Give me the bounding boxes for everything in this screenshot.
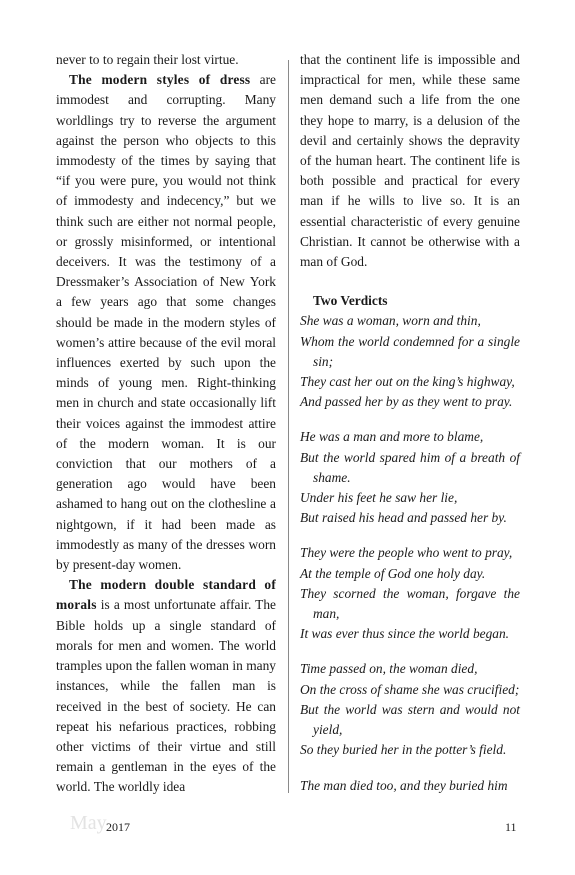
- poem-line: The man died too, and they buried him: [300, 777, 508, 793]
- poem-line: He was a man and more to blame,: [300, 429, 484, 445]
- poem-line: At the temple of God one holy day.: [300, 565, 486, 581]
- poem-stanza: [300, 543, 520, 644]
- poem-line: On the cross of shame she was crucified;: [300, 681, 520, 697]
- poem-stanza: [300, 659, 520, 760]
- right-column: [300, 50, 520, 796]
- poem-stanza: [300, 776, 520, 796]
- paragraph-text: are immodest and corrupting. Many worldlings try to reverse the argument against the person who objects to this immodesty of the times by saying that “if you were pure, you would not think of immodesty and indecency,” but we think such are either not normal people, or grossly misinformed, or intentional deceivers. It was the testimony of a Dressmaker’s Association of New York a few years ago that some changes should be made in the modern styles of women’s attire because of the evil moral influences exerted by such upon the minds of young men. Right-thinking men in church and state occasionally lift their voices against the immodest attire of the modern woman. It is our conviction that our mothers of a generation ago would have been ashamed to hang out on the clothesline a nightgown, if it had been made as immodestly as many of the dresses worn by present-day women.: [56, 72, 276, 573]
- poem-line: It was ever thus since the world began.: [300, 626, 510, 642]
- footer-year: 2017: [106, 820, 130, 834]
- poem-line: Under his feet he saw her lie,: [300, 490, 458, 506]
- poem-title: Two Verdicts: [313, 293, 388, 309]
- poem-line: But raised his head and passed her by.: [300, 510, 507, 526]
- paragraph-double-standard: [56, 575, 276, 797]
- lead-in-modern-dress: The modern styles of dress: [69, 72, 251, 88]
- lead-in-double-standard: The modern double standard of morals: [56, 577, 276, 613]
- poem-stanza: [300, 427, 520, 528]
- paragraph-continued: never to to regain their lost virtue.: [56, 52, 239, 67]
- paragraph-text: is a most unfortunate affair. The Bible holds up a single standard of morals for men and women. The world tramples upon the fallen woman in many instances, while the fallen man is received in the best of society. He can repeat his nefarious practices, robbing other victims of their virtue and still remain a gentleman in the eyes of the world. The worldly idea: [56, 597, 276, 795]
- paragraph-modern-dress: [56, 70, 276, 575]
- poem-line: And passed her by as they went to pray.: [300, 394, 513, 410]
- left-column: [56, 50, 276, 798]
- poem-line: Whom the world condemned for a single sin;: [300, 333, 520, 369]
- page-number: 11: [505, 820, 517, 834]
- footer-month-watermark: May: [70, 812, 107, 834]
- poem-line: They cast her out on the king’s highway,: [300, 374, 515, 390]
- poem-line: She was a woman, worn and thin,: [300, 313, 481, 329]
- poem-line: But the world spared him of a breath of shame.: [300, 449, 520, 485]
- poem-line: But the world was stern and would not yield,: [300, 701, 520, 738]
- paragraph-continent-life: that the continent life is impossible and impractical for men, while these same men demand such a life from the one they hope to marry, is a delusion of the devil and certainly shows the depravity of the human heart. The continent life is both possible and practical for every man if he wills to live so. It is an essential characteristic of every genuine Christian. It cannot be otherwise with a man of God.: [300, 52, 520, 270]
- poem-line: They scorned the woman, forgave the man,: [300, 585, 520, 622]
- poem-stanza: [300, 311, 520, 412]
- poem-line: So they buried her in the potter’s field.: [300, 742, 507, 758]
- poem-line: They were the people who went to pray,: [300, 545, 513, 561]
- column-divider: [288, 60, 289, 793]
- poem-line: Time passed on, the woman died,: [300, 661, 478, 677]
